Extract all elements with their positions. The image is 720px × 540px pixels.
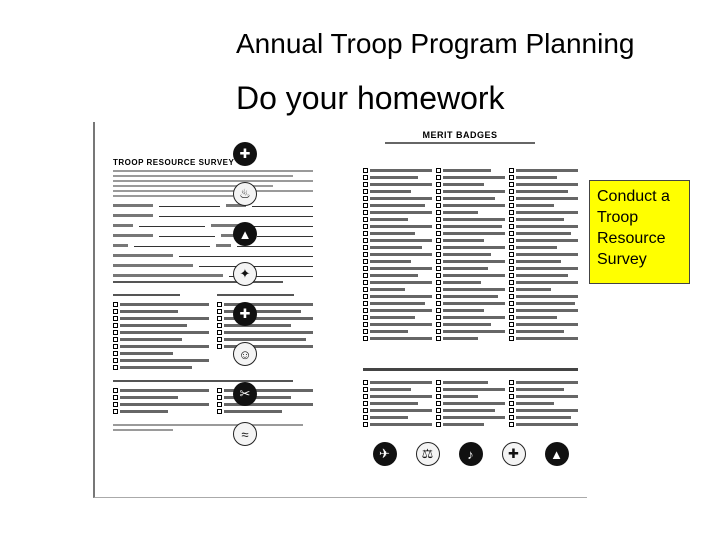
callout-line-2: Troop (597, 209, 639, 226)
first-aid-icon: ✚ (233, 142, 257, 166)
callout-line-3: Resource (597, 230, 666, 247)
callout-box (589, 180, 690, 284)
survey-document-image (93, 122, 587, 498)
merit-badges-title: MERIT BADGES (422, 130, 498, 140)
badge-icons-bottom (363, 442, 578, 466)
scale-icon: ⚖ (416, 442, 440, 466)
flame-icon: ♨ (233, 182, 257, 206)
bird-icon: ✈ (373, 442, 397, 466)
other-skills-checklist (363, 378, 578, 429)
whistle-icon: ♪ (459, 442, 483, 466)
callout-line-4: Survey (597, 251, 647, 268)
first-aid-icon: ✚ (502, 442, 526, 466)
survey-title: TROOP RESOURCE SURVEY (113, 158, 235, 167)
tools-icon: ✂ (233, 382, 257, 406)
campsite-icon: ▲ (545, 442, 569, 466)
slide-subtitle: Do your homework (236, 80, 505, 116)
campsite-icon: ▲ (233, 222, 257, 246)
callout-line-1: Conduct a (597, 188, 670, 205)
slide-title: Annual Troop Program Planning (236, 28, 635, 59)
wave-icon: ≈ (233, 422, 257, 446)
badge-icons-left (230, 142, 260, 462)
cross-icon: ✚ (233, 302, 257, 326)
merit-badges-header (345, 130, 575, 144)
survey-form (113, 158, 313, 434)
merit-badge-checklist (363, 166, 578, 343)
compass-icon: ✦ (233, 262, 257, 286)
other-skills-header (363, 368, 578, 371)
hiker-icon: ☺ (233, 342, 257, 366)
